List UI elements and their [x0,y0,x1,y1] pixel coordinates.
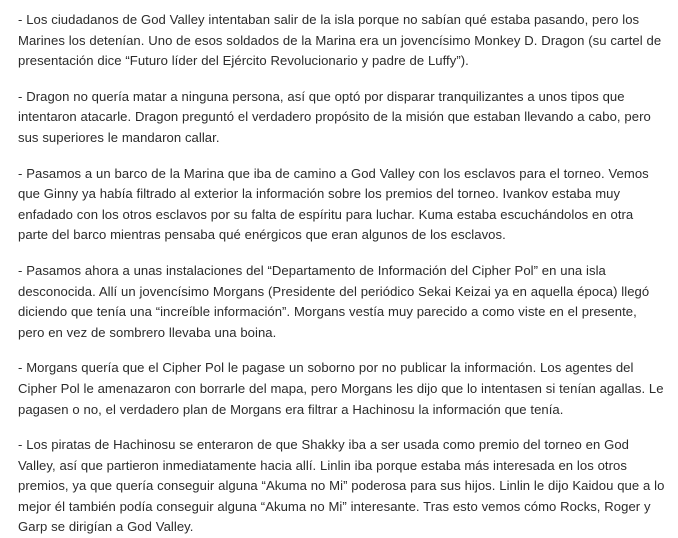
paragraph: - Pasamos a un barco de la Marina que iba de camino a God Valley con los esclavos para el torneo. Vemos que Ginny ya había filtrado al exterior la información sobre los premios del torneo. Ivankov estaba muy enfadado con los otros esclavos por su falta de espíritu para luchar. Kuma estaba escuchándolos en otra parte del barco mientras pensaba qué enérgicos que eran algunos de los esclavos. [18,165,649,243]
paragraph: - Morgans quería que el Cipher Pol le pagase un soborno por no publicar la información. Los agentes del Cipher Pol le amenazaron con borrarle del mapa, pero Morgans les dijo que lo intentasen si tenían agallas. Le pagasen o no, el verdadero plan de Morgans era filtrar a Hachinosu la información que tenía. [18,360,664,417]
paragraph: - Dragon no quería matar a ninguna persona, así que optó por disparar tranquilizantes a unos tipos que intentaron atacarle. Dragon preguntó el verdadero propósito de la misión que estaban llevando a cabo, pero sus superiores le mandaron callar. [18,88,651,145]
paragraph: - Los ciudadanos de God Valley intentaban salir de la isla porque no sabían qué estaba pasando, pero los Marines los detenían. Uno de esos soldados de la Marina era un jovencísimo Monkey D. Dragon (su cartel de presentación dice “Futuro líder del Ejército Revolucionario y padre de Luffy”). [18,12,662,69]
paragraph: - Pasamos ahora a unas instalaciones del “Departamento de Información del Cipher Pol” en una isla desconocida. Allí un jovencísimo Morgans (Presidente del periódico Sekai Keizai ya en aquella época) llegó diciendo que tenía una “increíble información”. Morgans vestía muy parecido a como viste en el presente, pero en vez de sombrero llevaba una boina. [18,262,650,340]
paragraph: - Los piratas de Hachinosu se enteraron de que Shakky iba a ser usada como premio del torneo en God Valley, así que partieron inmediatamente hacia allí. Linlin iba porque estaba más interesada en los otros premios, ya que quería conseguir alguna “Akuma no Mi” poderosa para sus hijos. Linlin le dijo Kaidou que a lo mejor él también podía conseguir alguna “Akuma no Mi” interesante. Tras esto vemos cómo Rocks, Roger y Garp se dirigían a God Valley. [18,437,665,535]
